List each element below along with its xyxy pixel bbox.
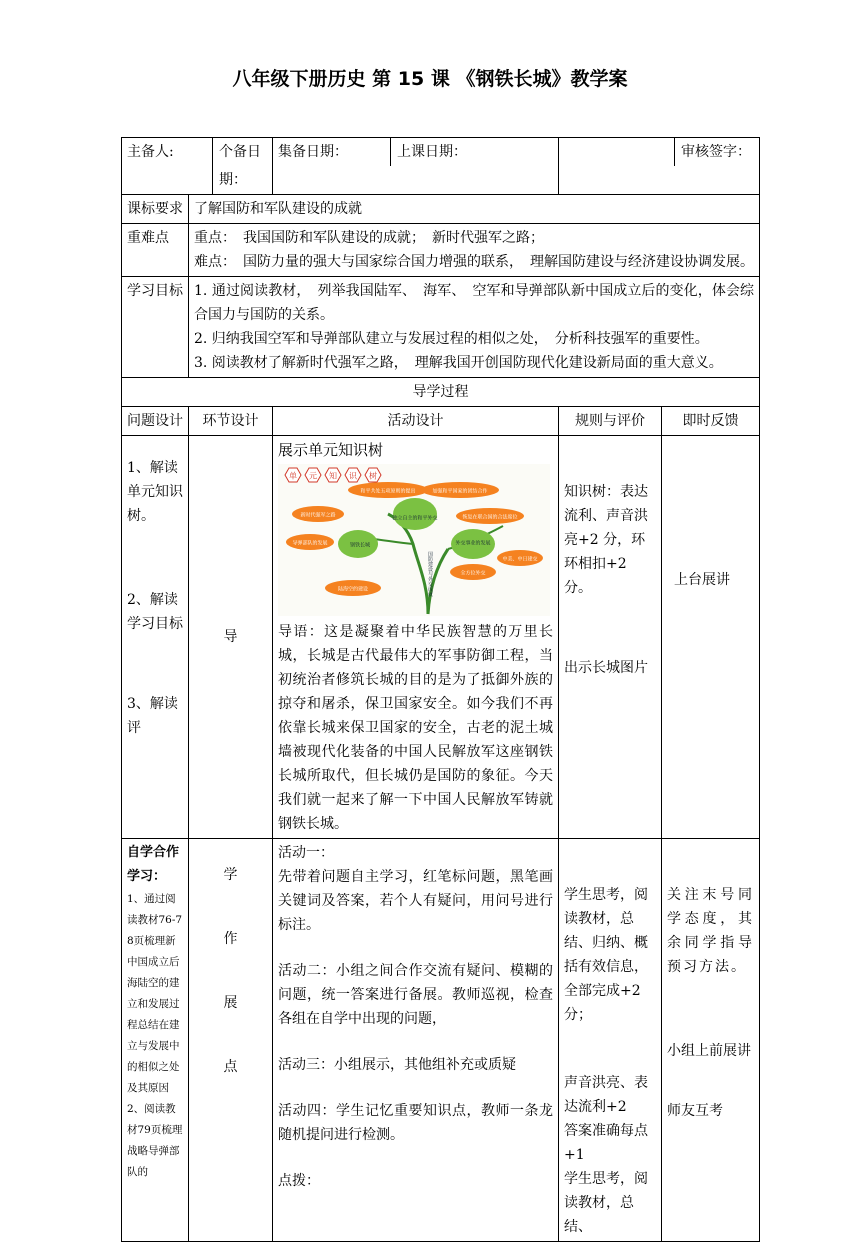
svg-text:独立自主的和平外交: 独立自主的和平外交 (392, 515, 438, 522)
page-title: 八年级下册历史 第 15 课 《钢铁长城》教学案 (232, 68, 628, 90)
tree-banner-char (325, 468, 341, 482)
tree-banner-char (305, 468, 321, 482)
activity-hint: 点拨： (278, 1173, 320, 1189)
study-row (122, 839, 760, 1242)
stage-learn: 学 (223, 867, 238, 883)
tree-node (286, 534, 334, 550)
column-header-row (122, 407, 760, 436)
svg-text:树: 树 (369, 471, 377, 481)
study-feedback (662, 839, 760, 1242)
svg-text:和平共处五项原则的提出: 和平共处五项原则的提出 (360, 488, 416, 495)
col-header-stage: 环节设计 (189, 407, 273, 436)
rules-think: 学生思考，阅读教材，总结、 (564, 1171, 648, 1235)
rules-greatwall: 出示长城图片 (564, 660, 648, 676)
col-header-feedback: 即时反馈 (662, 407, 760, 436)
intro-rules (559, 436, 662, 839)
tree-node (325, 580, 381, 596)
rules-show: 声音洪亮、表达流利+2 (564, 1075, 648, 1115)
study-question-1: 1、通过阅读教材76-78页梳理新中国成立后海陆空的建立和发展过程总结在建立与发展中的相似之处及其原因 (127, 893, 183, 1094)
tree-banner-char (365, 468, 381, 482)
feedback-peer: 师友互考 (667, 1103, 723, 1119)
tree-node (456, 508, 524, 524)
review-cell (559, 138, 760, 195)
hard-point: 难点： 国防力量的强大与国家综合国力增强的联系， 理解国防建设与经济建设协调发展。 (194, 254, 754, 270)
svg-text:中美、中日建交: 中美、中日建交 (502, 556, 538, 563)
tree-node (342, 536, 378, 552)
process-title: 导学过程 (122, 378, 760, 407)
tree-node (453, 534, 493, 550)
col-header-activity: 活动设计 (273, 407, 559, 436)
feedback-group: 小组上前展讲 (667, 1043, 751, 1059)
study-rules (559, 839, 662, 1242)
intro-text: 导语：这是凝聚着中华民族智慧的万里长城，长城是古代最伟大的军事防御工程，当初统治者修筑长城的目的是为了抵御外族的掠夺和屠杀，保卫国家安全。如今我们不再依靠长城来保卫国家的安全，古老的泥土城墙被现代化装备的中国人民解放军这座钢铁长城所取代，但长城仍是国防的象征。今天我们就一起来了解一下中国人民解放军铸就钢铁长城。 (278, 624, 553, 832)
svg-text:国防建设与外交成就: 国防建设与外交成就 (427, 551, 433, 597)
stage-point: 点 (223, 1059, 238, 1075)
stage-show: 展 (223, 995, 238, 1011)
preparer-cell (122, 138, 273, 195)
difficulty-label: 重难点 (122, 224, 189, 277)
svg-text:识: 识 (349, 471, 357, 481)
dates-cell (273, 138, 559, 195)
study-question-2: 2、阅读教材79页梳理战略导弹部队的 (127, 1103, 183, 1178)
feedback-present: 上台展讲 (674, 572, 730, 588)
question-item: 2、解读学习目标 (127, 592, 183, 632)
svg-text:加强和平国家的团结合作: 加强和平国家的团结合作 (432, 488, 488, 495)
knowledge-tree-graphic (278, 464, 550, 616)
tree-node (292, 506, 344, 522)
intro-stage: 导 (189, 436, 273, 839)
activity-4-text: 活动四：学生记忆重要知识点，教师一条龙随机提问进行检测。 (278, 1103, 553, 1143)
objectives-row (122, 277, 760, 378)
objective-item: 1. 通过阅读教材， 列举我国陆军、 海军、 空军和导弹部队新中国成立后的变化，体会综合国力与国防的关系。 (194, 283, 754, 323)
review-sign-label: 审核签字： (674, 138, 751, 166)
question-item: 1、解读单元知识树。 (127, 460, 183, 524)
study-questions (122, 839, 189, 1242)
standard-row (122, 195, 760, 224)
svg-text:外交事业的发展: 外交事业的发展 (455, 540, 491, 547)
study-heading: 自学合作学习： (127, 845, 180, 884)
intro-feedback (662, 436, 760, 839)
study-stages (189, 839, 273, 1242)
rules-self-study: 学生思考，阅读教材，总结、归纳、概括有效信息，全部完成+2 分； (564, 887, 648, 1023)
svg-text:导弹部队的发展: 导弹部队的发展 (292, 540, 328, 547)
svg-text:钢铁长城: 钢铁长城 (349, 542, 371, 549)
tree-node (497, 550, 543, 566)
tree-node (421, 482, 499, 498)
knowledge-tree-image (278, 464, 550, 616)
objectives-content (189, 277, 760, 378)
difficulty-row (122, 224, 760, 277)
preparer-label: 主备人: (127, 144, 174, 160)
activity-heading: 展示单元知识树 (278, 441, 384, 459)
objectives-label: 学习目标 (122, 277, 189, 378)
tree-banner-char (345, 468, 361, 482)
col-header-question: 问题设计 (122, 407, 189, 436)
svg-text:全方位外交: 全方位外交 (460, 570, 486, 577)
activity-1-text: 先带着问题自主学习，红笔标问题，黑笔画关键词及答案，若个人有疑问，用问号进行标注。 (278, 869, 553, 933)
rules-accuracy: 答案准确每点+1 (564, 1123, 648, 1163)
activity-3-text: 活动三：小组展示，其他组补充或质疑 (278, 1057, 516, 1073)
header-row (122, 138, 760, 195)
svg-text:新时代强军之路: 新时代强军之路 (300, 512, 336, 519)
process-title-row (122, 378, 760, 407)
intro-activity (273, 436, 559, 839)
individual-date-label: 个备日期： (212, 138, 267, 194)
svg-text:单: 单 (289, 471, 297, 481)
tree-node (348, 482, 428, 498)
standard-text: 了解国防和军队建设的成就 (189, 195, 760, 224)
lesson-plan-table (121, 137, 760, 1242)
rules-knowledge-tree: 知识树：表达流利、声音洪亮+2 分，环环相扣+2 分。 (564, 484, 648, 596)
key-point: 重点： 我国国防和军队建设的成就； 新时代强军之路； (194, 230, 544, 246)
svg-text:元: 元 (309, 471, 317, 481)
stage-cooperate: 作 (223, 931, 238, 947)
activity-1-title: 活动一： (278, 845, 334, 861)
svg-text:陆海空的建设: 陆海空的建设 (337, 586, 369, 593)
difficulty-content (189, 224, 760, 277)
study-activities (273, 839, 559, 1242)
class-date-label: 上课日期： (390, 138, 467, 166)
objective-item: 2. 归纳我国空军和导弹部队建立与发展过程的相似之处， 分析科技强军的重要性。 (194, 331, 709, 347)
svg-text:恢复在联合国的合法席位: 恢复在联合国的合法席位 (462, 514, 518, 521)
feedback-attention: 关注末号同学态度，其余同学指导预习方法。 (667, 887, 754, 975)
svg-text:知: 知 (329, 471, 337, 481)
question-item: 3、解读评 (127, 696, 178, 736)
standard-label: 课标要求 (122, 195, 189, 224)
activity-2-text: 活动二：小组之间合作交流有疑问、模糊的问题，统一答案进行备展。教师巡视，检查各组在自学中出现的问题， (278, 963, 553, 1027)
group-date-label: 集备日期： (278, 144, 348, 160)
tree-node (427, 551, 434, 598)
intro-questions (122, 436, 189, 839)
tree-node (450, 564, 496, 580)
col-header-rules: 规则与评价 (559, 407, 662, 436)
tree-banner-char (285, 468, 301, 482)
intro-row (122, 436, 760, 839)
objective-item: 3. 阅读教材了解新时代强军之路， 理解我国开创国防现代化建设新局面的重大意义。 (194, 355, 723, 371)
